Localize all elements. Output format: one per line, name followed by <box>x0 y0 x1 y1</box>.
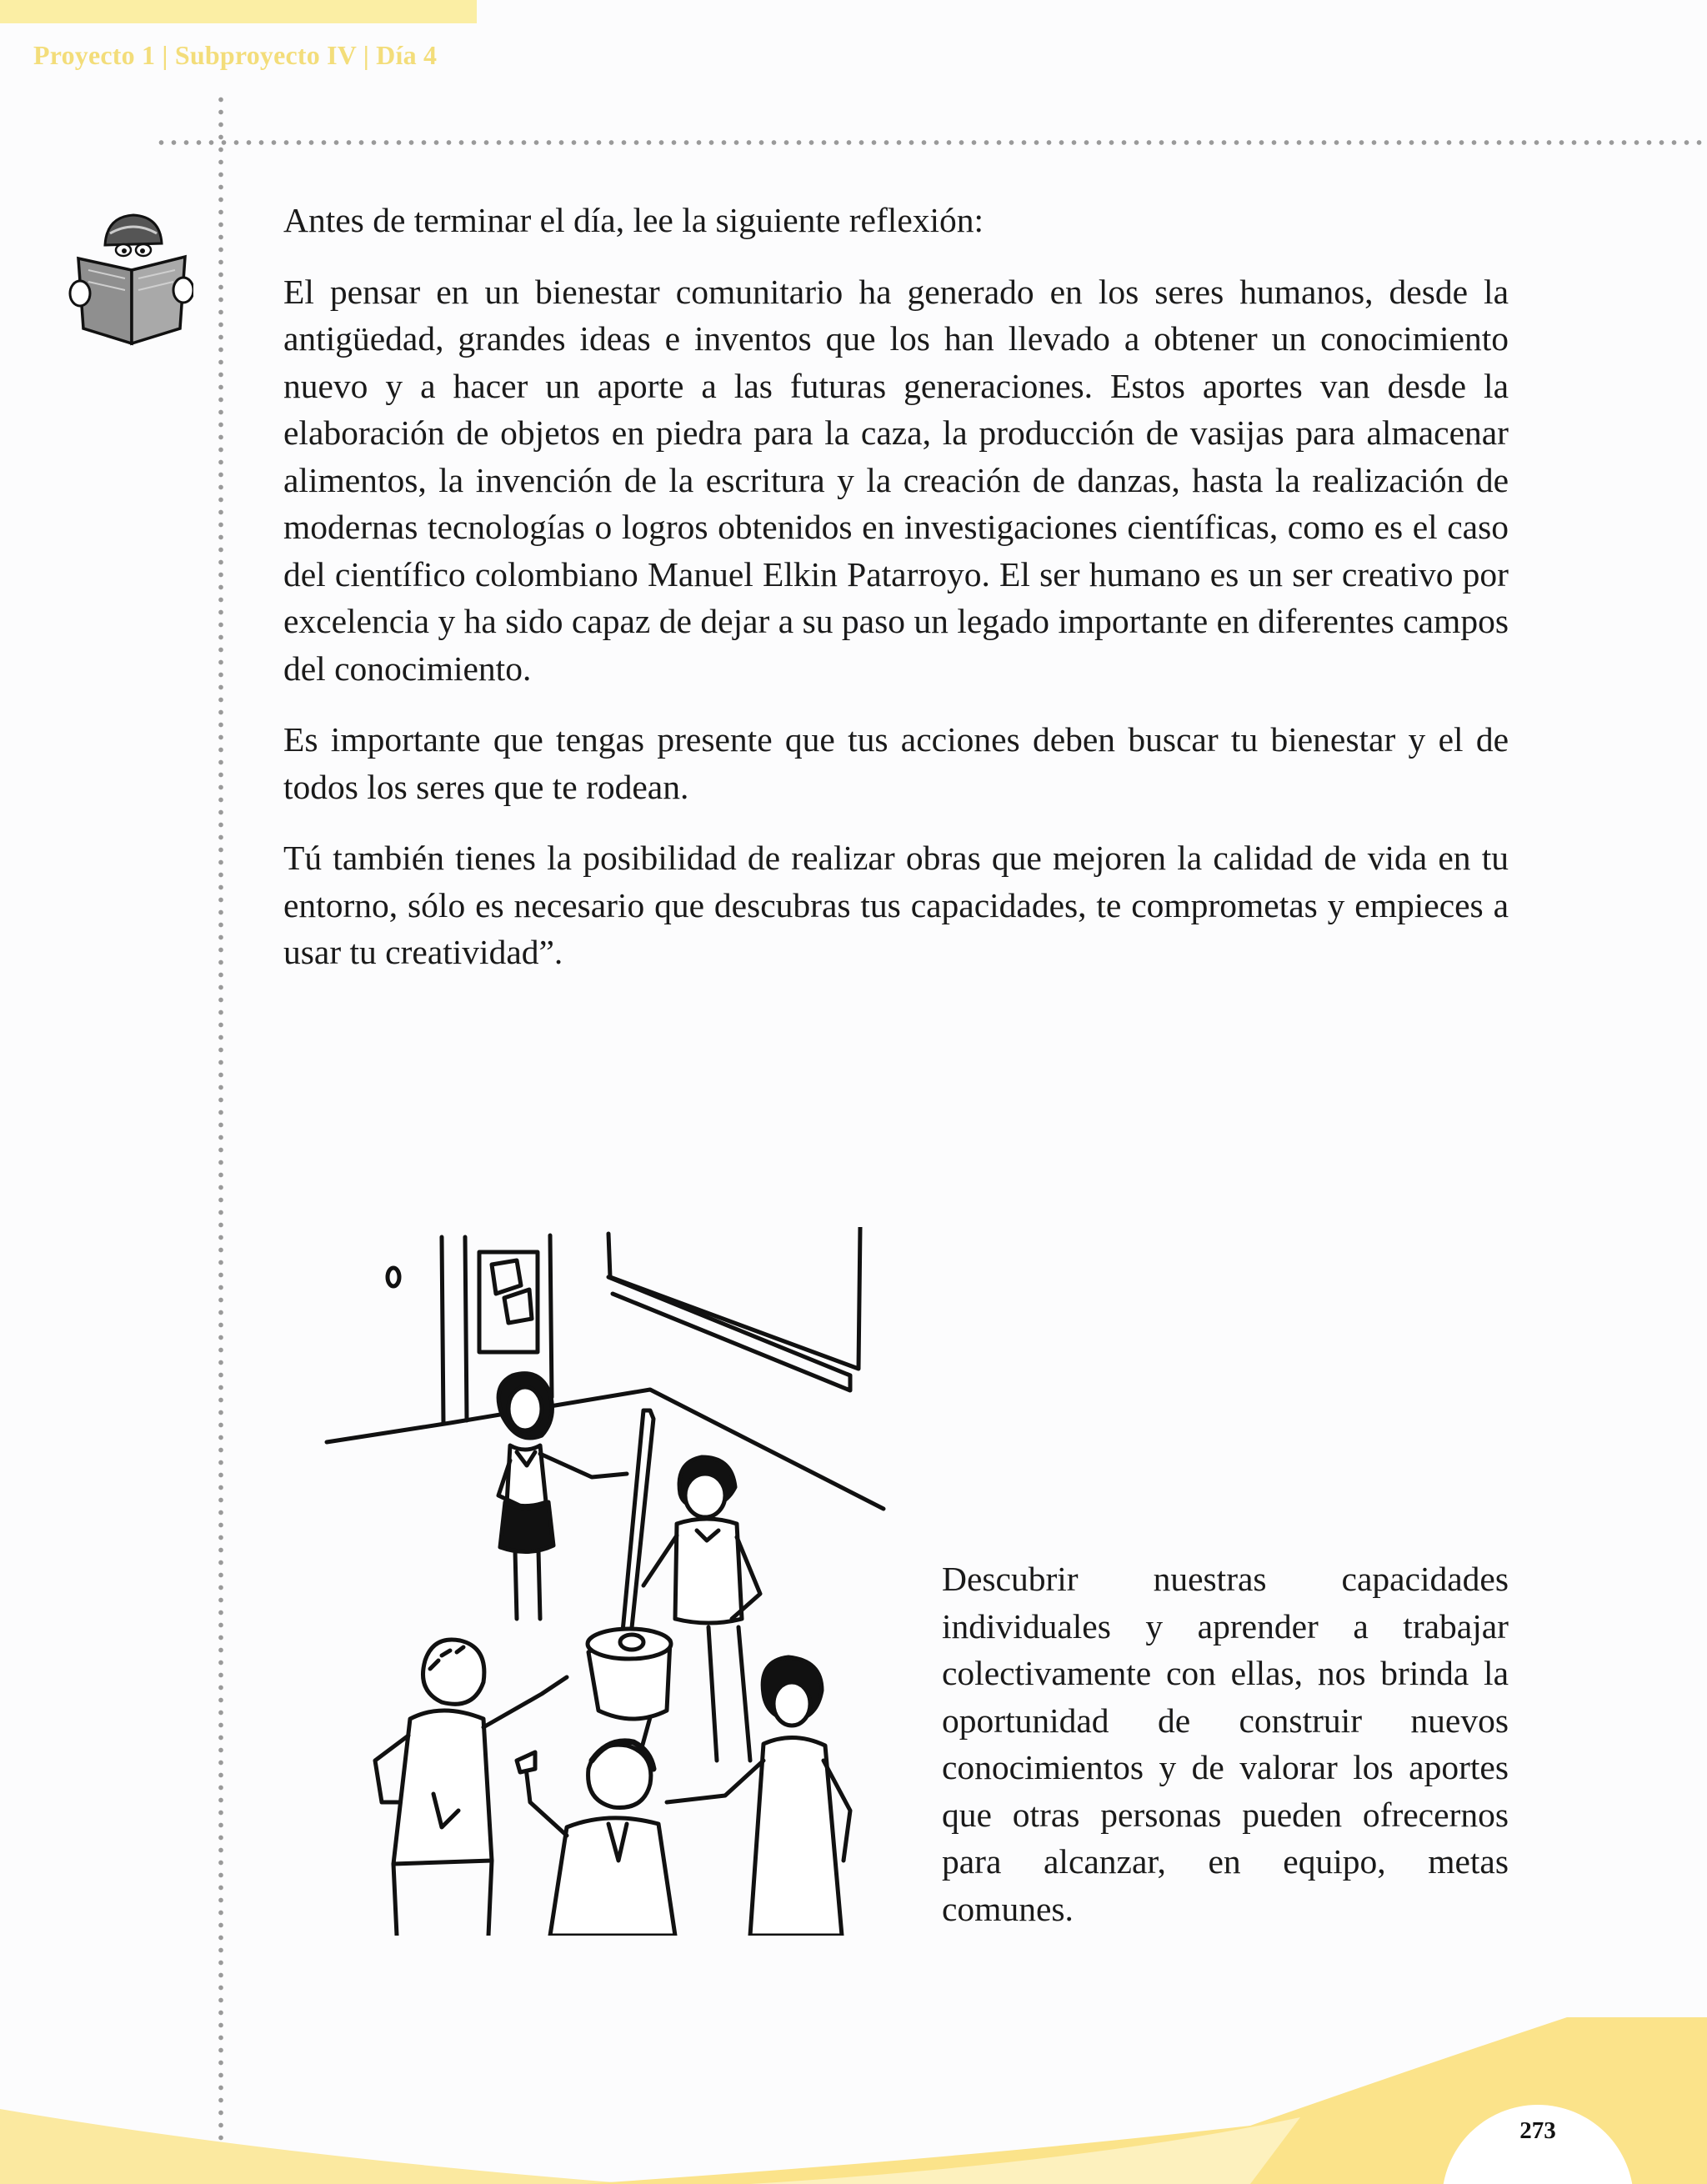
body-paragraph: El pensar en un bienestar comunitario ha generado en los seres humanos, desde la antigüedad, grandes ideas e inventos que los han llevado a obtener un conocimiento nuevo y a hacer un aporte a las futuras generaciones. Estos aportes van desde la elaboración de objetos en piedra para la caza, la producción de vasijas para almacenar alimentos, la invención de la escritura y la creación de danzas, hasta la realización de modernas tecnologías o logros obtenidos en investigaciones científicas, como es el caso del científico colombiano Manuel Elkin Patarroyo. El ser humano es un ser creativo por excelencia y ha sido capaz de dejar a su paso un legado importante en diferentes campos del conocimiento. <box>283 272 1509 688</box>
section-header: Proyecto 1 | Subproyecto IV | Día 4 <box>33 40 438 70</box>
children-teamwork-illustration <box>317 1227 900 1936</box>
bottom-decorative-wave <box>0 2017 1707 2184</box>
reading-child-icon <box>68 210 193 348</box>
reflection-text <box>283 197 1509 1000</box>
horizontal-dotted-divider <box>155 140 1707 145</box>
body-paragraph: Es importante que tengas presente que tus acciones deben buscar tu bienestar y el de todos los seres que te rodean. <box>283 720 1509 806</box>
top-accent-bar <box>0 0 477 23</box>
page-number: 273 <box>1519 2117 1556 2144</box>
body-paragraph: Tú también tienes la posibilidad de realizar obras que mejoren la calidad de vida en tu entorno, sólo es necesario que descubras tus capacidades, te comprometas y empieces a usar tu creatividad”. <box>283 839 1509 971</box>
illustration-caption: Descubrir nuestras capacidades individuales y aprender a trabajar colectivamente con ellas, nos brinda la oportunidad de construir nuevos conocimientos y de valorar los aportes que otras personas pueden ofrecernos para alcanzar, en equipo, metas comunes. <box>942 1560 1509 1928</box>
intro-paragraph: Antes de terminar el día, lee la siguiente reflexión: <box>283 201 984 239</box>
vertical-dotted-divider <box>218 93 223 2184</box>
